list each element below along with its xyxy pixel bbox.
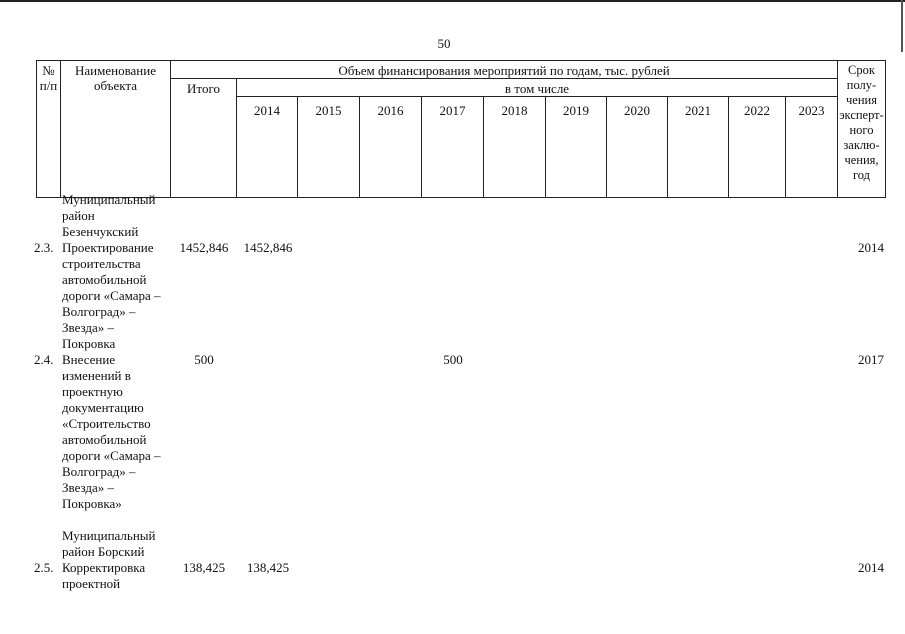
header-year: 2022 <box>729 97 786 198</box>
row-number: 2.5. <box>34 560 54 575</box>
table-header <box>36 60 886 198</box>
total-amount: 500 <box>194 352 214 367</box>
header-year: 2021 <box>668 97 729 198</box>
header-year: 2020 <box>607 97 668 198</box>
total-amount: 1452,846 <box>179 240 229 255</box>
district-line: район Борский <box>62 544 145 559</box>
top-border-line <box>0 0 905 2</box>
object-name-line: Волгоград» – <box>62 464 136 479</box>
object-name-line: Внесение <box>62 352 116 367</box>
header-deadline: Срок полу-чения эксперт-ного заклю-чения, год <box>838 61 886 198</box>
district-line: Безенчукский <box>62 224 139 239</box>
deadline-year: 2014 <box>858 240 884 255</box>
object-name-line: проектной <box>62 576 121 591</box>
header-num: № п/п <box>37 61 61 198</box>
row-number: 2.3. <box>34 240 54 255</box>
object-name-line: Звезда» – <box>62 320 115 335</box>
object-name-line: Покровка» <box>62 496 122 511</box>
row-number: 2.4. <box>34 352 54 367</box>
header-including: в том числе <box>237 79 838 97</box>
district-label <box>62 528 174 560</box>
district-line: Муниципальный <box>62 192 156 207</box>
object-name-line: проектную <box>62 384 123 399</box>
object-name <box>62 352 174 512</box>
header-year: 2023 <box>786 97 838 198</box>
object-name <box>62 560 174 592</box>
object-name-line: дороги «Самара – <box>62 448 161 463</box>
object-name-line: Покровка <box>62 336 116 351</box>
object-name-line: автомобильной <box>62 272 147 287</box>
object-name-line: дороги «Самара – <box>62 288 161 303</box>
deadline-year: 2014 <box>858 560 884 575</box>
deadline-year: 2017 <box>858 352 884 367</box>
amount-2014: 138,425 <box>246 560 290 575</box>
district-label <box>62 192 174 240</box>
page-number: 50 <box>437 36 451 51</box>
object-name <box>62 240 174 352</box>
object-name-line: автомобильной <box>62 432 147 447</box>
header-total: Итого <box>171 79 237 198</box>
district-line: Муниципальный <box>62 528 156 543</box>
object-name-line: изменений в <box>62 368 131 383</box>
object-name-line: Корректировка <box>62 560 146 575</box>
header-year: 2017 <box>422 97 484 198</box>
header-year: 2015 <box>298 97 360 198</box>
header-year: 2019 <box>546 97 607 198</box>
object-name-line: Волгоград» – <box>62 304 136 319</box>
amount-2014: 1452,846 <box>243 240 293 255</box>
header-name: Наименование объекта <box>61 61 171 198</box>
object-name-line: строительства <box>62 256 141 271</box>
object-name-line: «Строительство <box>62 416 151 431</box>
header-year: 2018 <box>484 97 546 198</box>
right-edge-mark <box>901 0 903 52</box>
header-funding: Объем финансирования мероприятий по годам, тыс. рублей <box>171 61 838 79</box>
amount-2017: 500 <box>443 352 463 367</box>
total-amount: 138,425 <box>182 560 226 575</box>
header-year: 2014 <box>237 97 298 198</box>
object-name-line: Звезда» – <box>62 480 115 495</box>
header-year: 2016 <box>360 97 422 198</box>
district-line: район <box>62 208 95 223</box>
object-name-line: Проектирование <box>62 240 154 255</box>
object-name-line: документацию <box>62 400 144 415</box>
